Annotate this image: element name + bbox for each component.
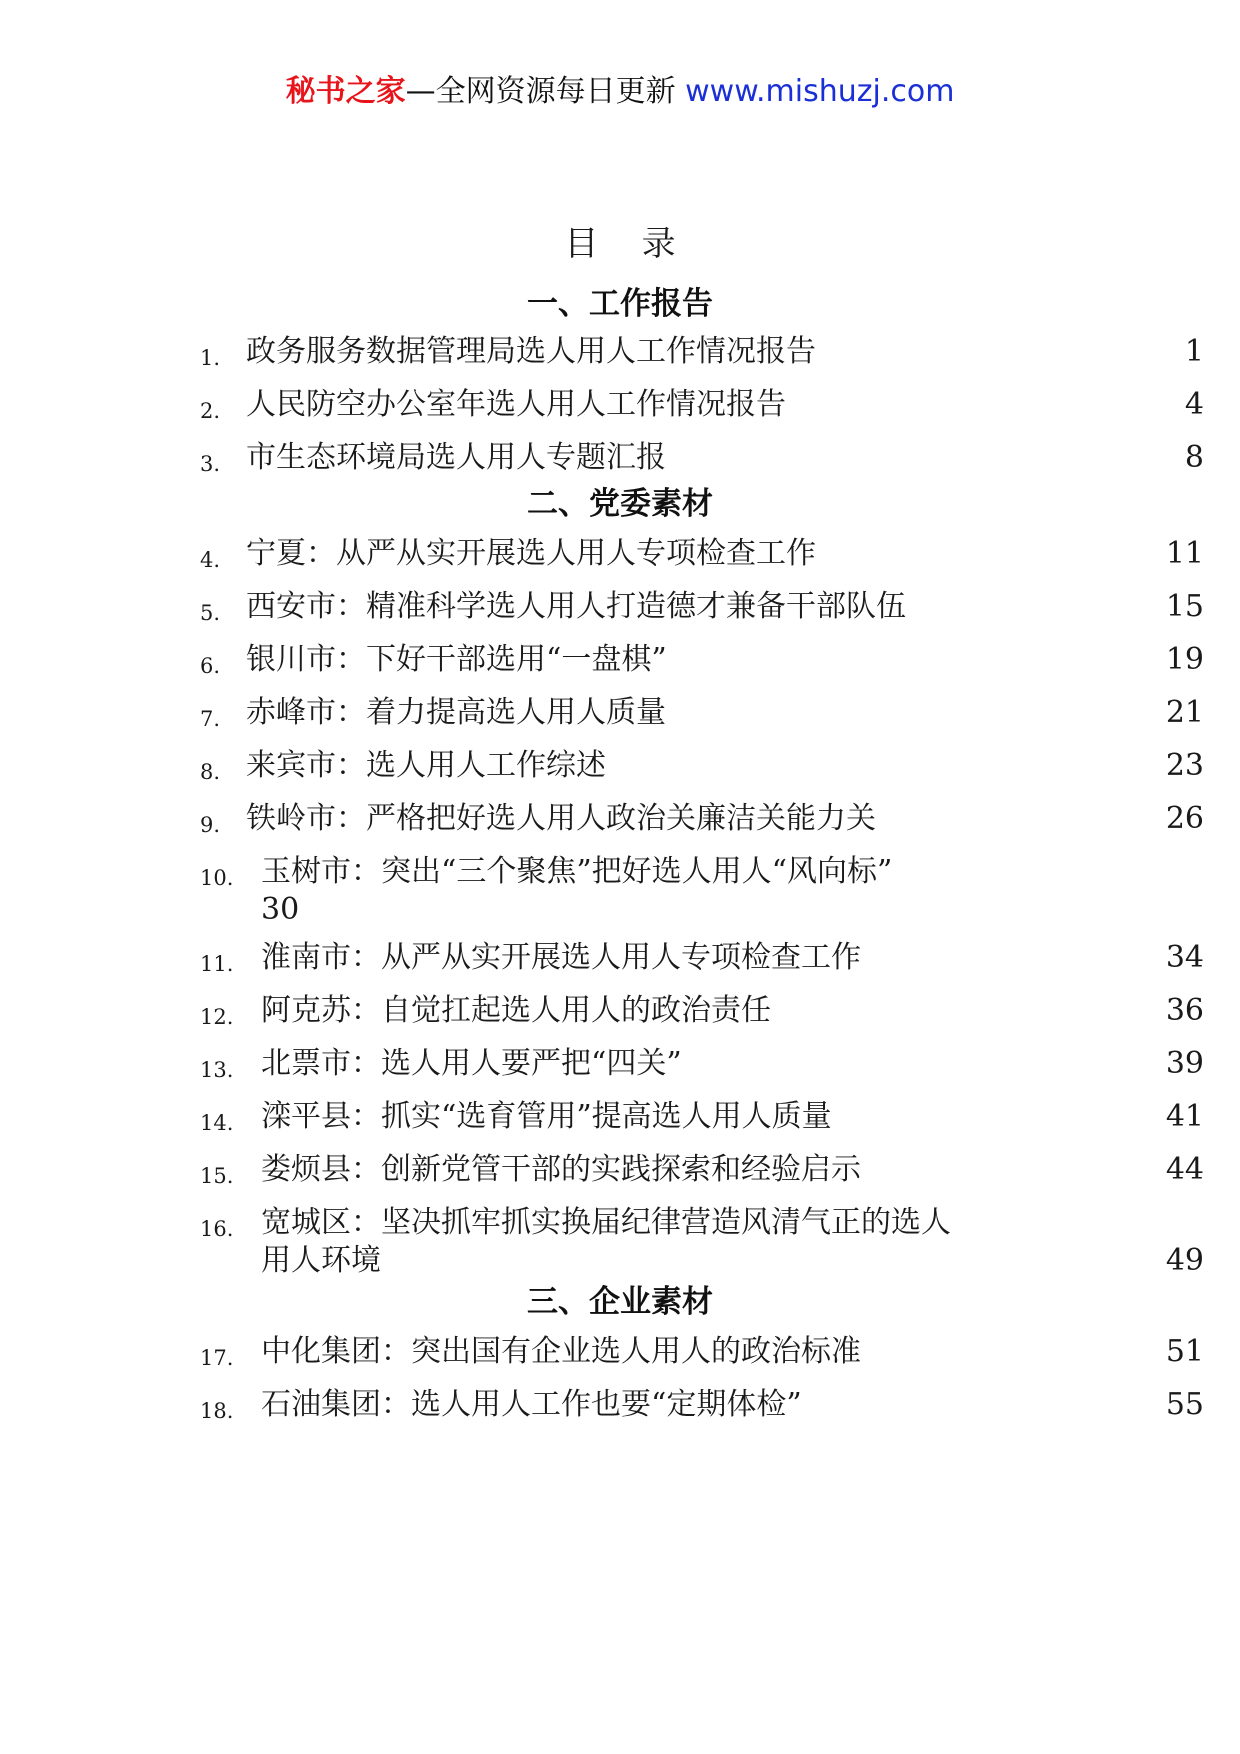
entry-title[interactable]: 铁岭市：严格把好选人用人政治关廉洁关能力关 [246,801,876,836]
entry-page: 55 [1165,1387,1204,1422]
toc-entry[interactable] [0,797,1240,857]
toc-entry[interactable] [0,936,1240,996]
entry-title[interactable]: 北票市：选人用人要严把“四关” [261,1046,682,1081]
entry-number: 4. [200,548,221,572]
entry-page: 51 [1165,1334,1204,1369]
toc-title: 目 录 [564,224,676,264]
toc-entry[interactable] [0,532,1240,592]
entry-page: 36 [1165,993,1204,1028]
entry-title[interactable]: 政务服务数据管理局选人用人工作情况报告 [246,334,816,369]
entry-title[interactable]: 石油集团：选人用人工作也要“定期体检” [261,1387,802,1422]
toc-entry[interactable] [0,585,1240,645]
entry-title[interactable]: 银川市：下好干部选用“一盘棋” [246,642,667,677]
entry-number: 15. [200,1164,234,1188]
site-tagline: —全网资源每日更新 [405,74,686,109]
entry-number: 10. [200,866,234,890]
toc-entry[interactable] [0,330,1240,390]
entry-page: 23 [1165,748,1204,783]
entry-number: 13. [200,1058,234,1082]
toc-entry[interactable] [0,1042,1240,1102]
entry-title[interactable]: 市生态环境局选人用人专题汇报 [246,440,666,475]
entry-number: 9. [200,813,221,837]
entry-page: 1 [1184,334,1204,369]
section-heading-party-materials: 二、党委素材 [527,486,713,522]
toc-entry[interactable] [0,1201,1240,1285]
entry-page: 19 [1165,642,1204,677]
entry-number: 6. [200,654,221,678]
entry-title[interactable]: 玉树市：突出“三个聚焦”把好选人用人“风向标” [261,854,893,889]
entry-number: 16. [200,1217,234,1241]
entry-number: 8. [200,760,221,784]
entry-number: 14. [200,1111,234,1135]
toc-entry[interactable] [0,1383,1240,1443]
entry-page: 41 [1165,1099,1204,1134]
entry-number: 18. [200,1399,234,1423]
entry-number: 2. [200,399,221,423]
entry-page: 49 [1165,1243,1204,1278]
entry-number: 5. [200,601,221,625]
entry-title[interactable]: 滦平县：抓实“选育管用”提高选人用人质量 [261,1099,832,1134]
entry-title[interactable]: 中化集团：突出国有企业选人用人的政治标准 [261,1334,861,1369]
entry-title[interactable]: 宽城区：坚决抓牢抓实换届纪律营造风清气正的选人 [261,1205,951,1240]
entry-title-continued[interactable]: 用人环境 [261,1243,381,1278]
entry-title[interactable]: 来宾市：选人用人工作综述 [246,748,606,783]
toc-entry[interactable] [0,850,1240,934]
toc-entry[interactable] [0,989,1240,1049]
entry-page: 44 [1165,1152,1204,1187]
entry-page-wrapped: 30 [261,892,300,927]
entry-number: 11. [200,952,234,976]
toc-entry[interactable] [0,1148,1240,1208]
entry-title[interactable]: 淮南市：从严从实开展选人用人专项检查工作 [261,940,861,975]
section-heading-enterprise-materials: 三、企业素材 [527,1284,713,1320]
entry-number: 7. [200,707,221,731]
entry-number: 1. [200,346,221,370]
entry-number: 12. [200,1005,234,1029]
entry-page: 11 [1165,536,1204,571]
site-brand: 秘书之家 [285,74,406,109]
entry-page: 21 [1165,695,1204,730]
entry-title[interactable]: 阿克苏：自觉扛起选人用人的政治责任 [261,993,771,1028]
toc-entry[interactable] [0,638,1240,698]
entry-page: 39 [1165,1046,1204,1081]
toc-entry[interactable] [0,691,1240,751]
entry-page: 26 [1165,801,1204,836]
entry-title[interactable]: 西安市：精准科学选人用人打造德才兼备干部队伍 [246,589,906,624]
entry-page: 8 [1184,440,1204,475]
toc-entry[interactable] [0,744,1240,804]
site-header [0,72,1240,112]
entry-page: 15 [1165,589,1204,624]
toc-entry[interactable] [0,1330,1240,1390]
entry-title[interactable]: 娄烦县：创新党管干部的实践探索和经验启示 [261,1152,861,1187]
entry-title[interactable]: 宁夏：从严从实开展选人用人专项检查工作 [246,536,816,571]
entry-page: 34 [1165,940,1204,975]
toc-entry[interactable] [0,1095,1240,1155]
entry-title[interactable]: 人民防空办公室年选人用人工作情况报告 [246,387,786,422]
toc-entry[interactable] [0,383,1240,443]
entry-number: 17. [200,1346,234,1370]
site-url-link[interactable]: www.mishuzj.com [685,74,955,109]
section-heading-work-reports: 一、工作报告 [527,286,713,322]
entry-page: 4 [1184,387,1204,422]
entry-title[interactable]: 赤峰市：着力提高选人用人质量 [246,695,666,730]
entry-number: 3. [200,452,221,476]
